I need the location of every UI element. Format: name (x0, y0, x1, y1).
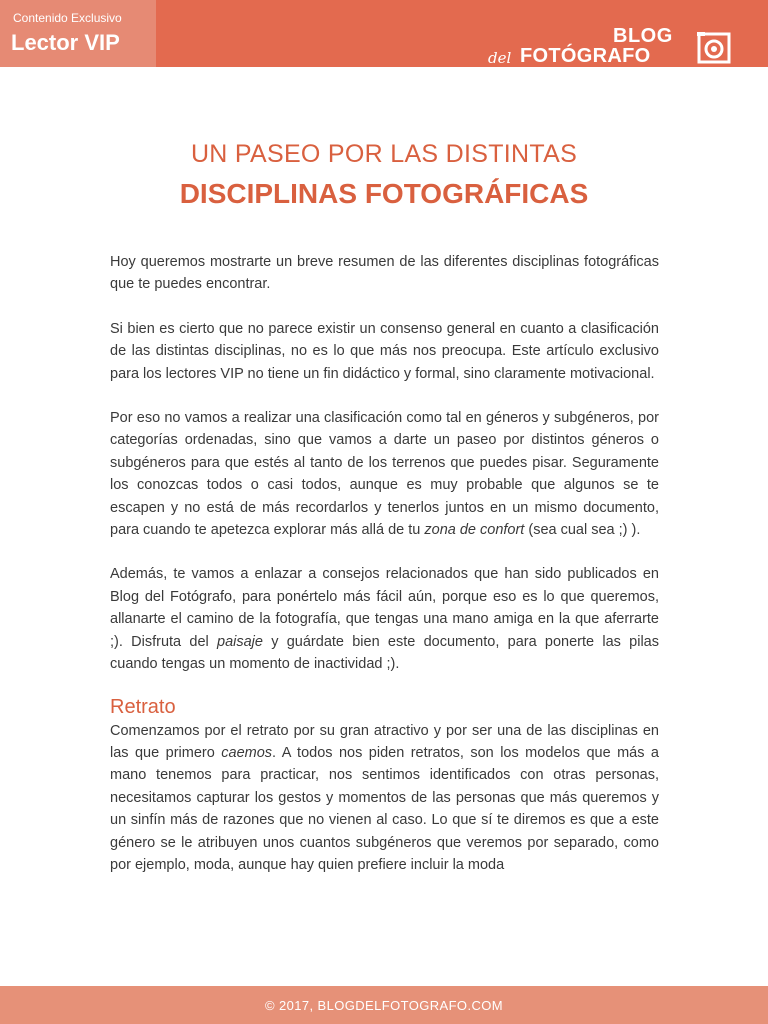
header-bar (0, 0, 768, 67)
footer-bar (0, 986, 768, 1024)
vip-badge-subtitle: Contenido Exclusivo (13, 11, 122, 25)
vip-badge (0, 0, 156, 67)
paragraph-clasificacion-text-b: (sea cual sea ;) ). (524, 522, 641, 539)
section-title-retrato: Retrato (110, 695, 176, 718)
paragraph-retrato-text-a: Comenzamos por el retrato por su gran atractivo y por ser una de las disciplinas en las que primero (110, 722, 659, 761)
paragraph-clasificacion (110, 407, 659, 541)
page-title-line-2: DISCIPLINAS FOTOGRÁFICAS (179, 178, 589, 209)
paragraph-retrato (110, 720, 659, 877)
article-body (110, 251, 659, 898)
logo-del-text: del (488, 49, 512, 67)
vip-badge-title: Lector VIP (11, 30, 120, 55)
logo-blog-text: BLOG (613, 25, 673, 47)
paragraph-consenso: Si bien es cierto que no parece existir un consenso general en cuanto a clasificación de las distintas disciplinas, no es lo que más nos preocupa. Este artículo exclusivo para los lectores VIP no tiene un fin didáctico y formal, sino claramente motivacional. (110, 320, 659, 382)
paragraph-retrato-emphasis: caemos (221, 744, 273, 761)
logo-fotografo-text: FOTÓGRAFO (520, 45, 651, 67)
paragraph-retrato-text-b: . A todos nos piden retratos, son los modelos que más a mano tenemos para practicar, nos sentimos identificados con otras personas, necesitamos capturar los gestos y momentos de las personas que más queremos y un sinfín más de razones que no vienen al caso. Lo que sí te diremos es que a este género se le atribuyen unos cuantos subgéneros que veremos por separado, como por ejemplo, moda, aunque hay quien prefiere incluir la moda (110, 744, 659, 873)
paragraph-enlaces (110, 563, 659, 675)
paragraph-enlaces-text-b: y guárdate bien este documento, para ponerte las pilas cuando tengas un momento de inactividad ;). (110, 633, 659, 673)
paragraph-clasificacion-text-a: Por eso no vamos a realizar una clasificación como tal en géneros y subgéneros, por categorías ordenadas, sino que vamos a darte un paseo por distintos géneros o subgéneros para que estés al tanto de los terrenos que puedes pisar. Seguramente los conozcas todos o casi todos, aunque es muy probable que algunos se te escapen y no está de más recordarlos y tenerlos juntos en un mismo documento, para cuando te apetezca explorar más allá de tu (110, 410, 659, 539)
page-title-line-1: UN PASEO POR LAS DISTINTAS (190, 140, 578, 168)
footer-copyright: © 2017, BLOGDELFOTOGRAFO.COM (265, 998, 503, 1013)
paragraph-enlaces-text-a: Además, te vamos a enlazar a consejos relacionados que han sido publicados en Blog del Fotógrafo, para ponértelo más fácil aún, porque eso es lo que queremos, allanarte el camino de la fotografía, que tengas una mano amiga en la que aferrarte ;). Disfruta del (110, 566, 659, 650)
paragraph-clasificacion-emphasis: zona de confort (424, 522, 525, 539)
camera-icon (696, 31, 732, 65)
paragraph-enlaces-emphasis: paisaje (217, 633, 263, 650)
paragraph-intro: Hoy queremos mostrarte un breve resumen de las diferentes disciplinas fotográficas que te puedes encontrar. (110, 254, 659, 293)
blog-logo (488, 25, 738, 69)
